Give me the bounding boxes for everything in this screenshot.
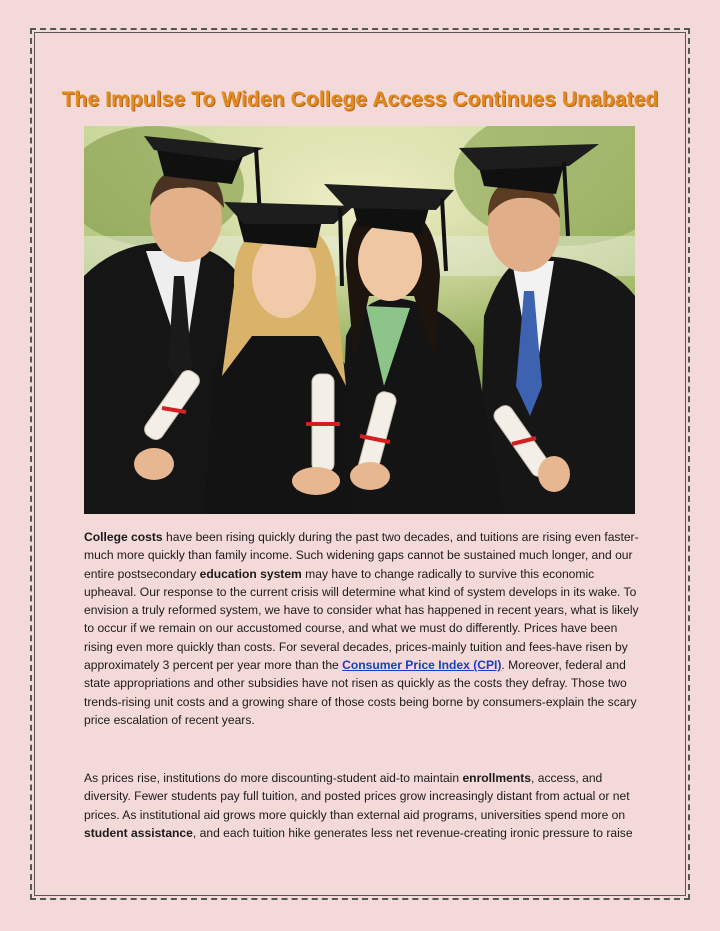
- page-title: The Impulse To Widen College Access Continues Unabated: [61, 88, 659, 111]
- college-costs-term: College costs: [84, 530, 163, 544]
- body-paragraph-2: As prices rise, institutions do more discounting-student aid-to maintain enrollments, access, and diversity. Fewer students pay full tuition, and posted prices grow increasingly distant from actual or net prices. As institutional aid grows more quickly than external aid programs, universities spend more on student assistance, and each tuition hike generates less net revenue-creating ironic pressure to raise: [84, 771, 633, 840]
- graduates-photo: [84, 126, 635, 514]
- cpi-link[interactable]: Consumer Price Index (CPI): [342, 658, 502, 673]
- body-paragraph-1: College costs have been rising quickly during the past two decades, and tuitions are rising even faster-much more quickly than family income. Such widening gaps cannot be sustained much longer, and our entire postsecondary education system may have to change radically to survive this economic upheaval. Our response to the current crisis will determine what kind of system develops in its wake. To envision a truly reformed system, we have to consider what has happened in recent years, what is likely to occur if we remain on our accustomed course, and what we must do differently. Prices have been rising even more quickly than costs. For several decades, prices-mainly tuition and fees-have risen by approximately 3 percent per year more than the Consumer Price Index (CPI). Moreover, federal and state appropriations and other subsidies have not risen as quickly as the costs they defray. Those two trends-rising unit costs and a growing share of those costs being borne by consumers-explain the scary price escalation of recent years.: [84, 530, 639, 727]
- education-system-term: education system: [199, 566, 302, 581]
- enrollments-term: enrollments: [462, 771, 532, 785]
- student-assistance-term: student assistance: [84, 825, 193, 840]
